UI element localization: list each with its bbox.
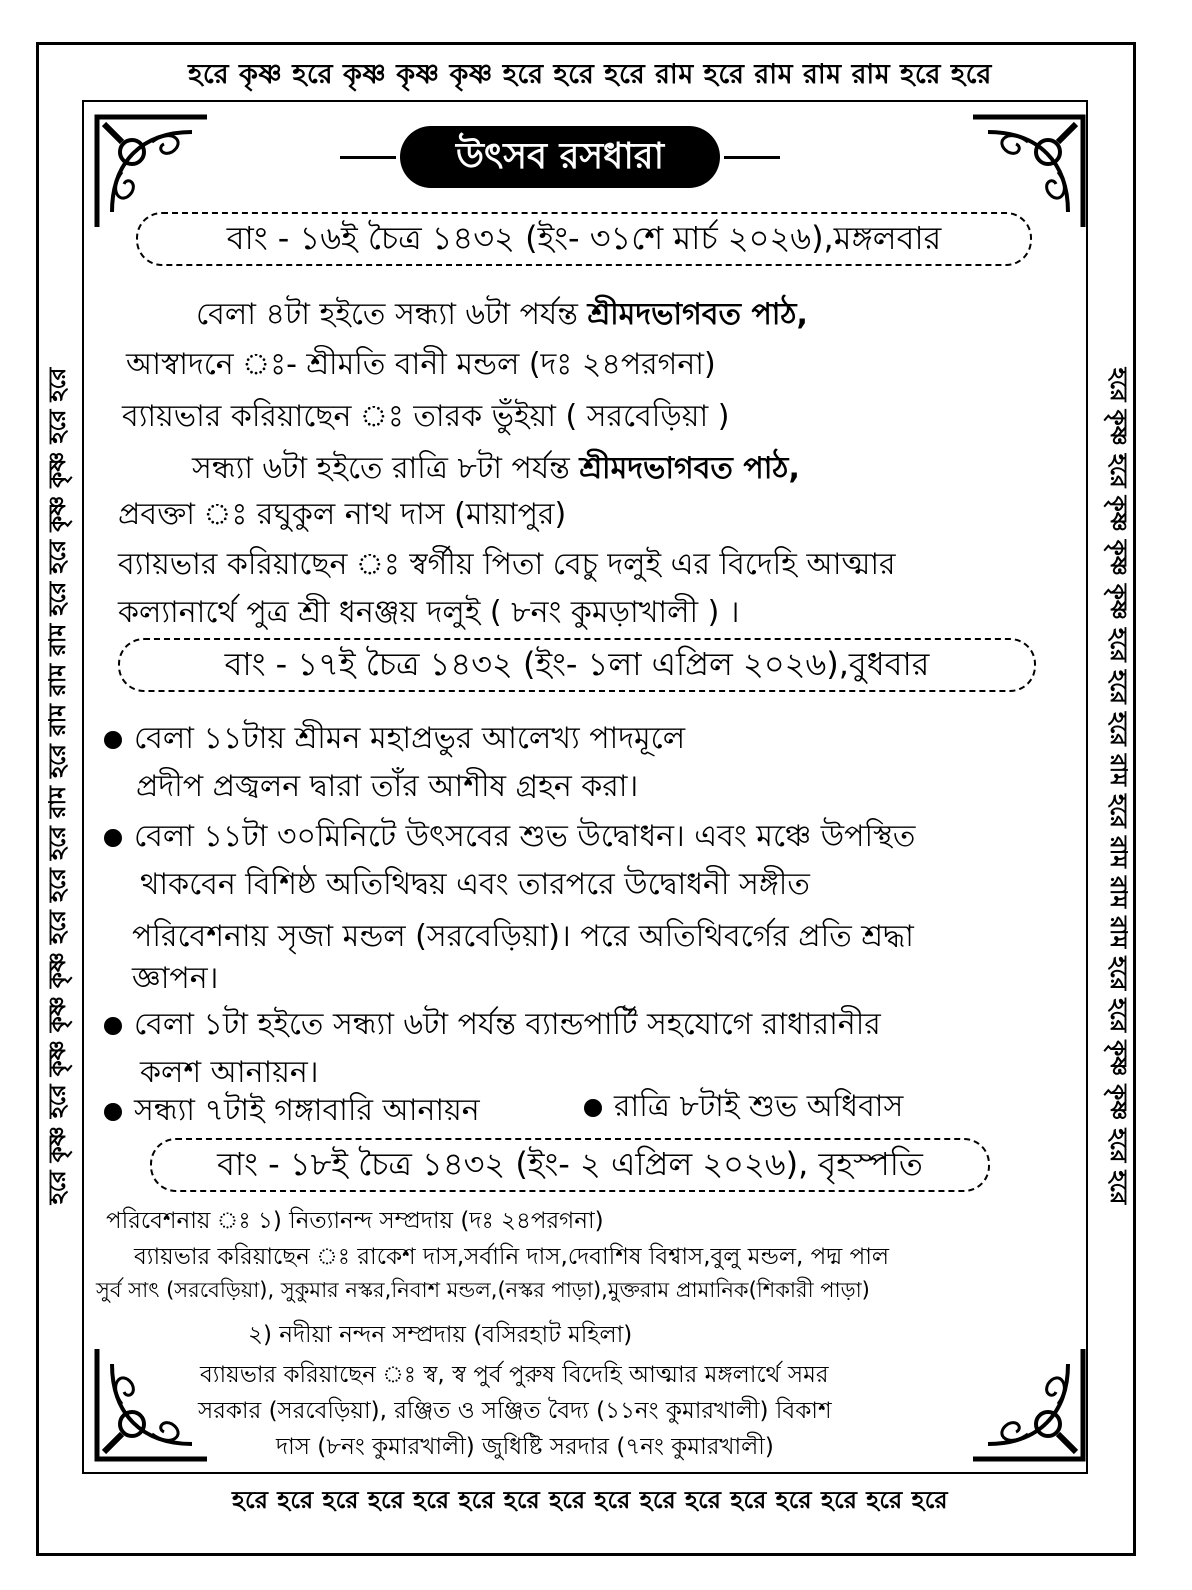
mantra-top: হরে কৃষ্ণ হরে কৃষ্ণ কৃষ্ণ কৃষ্ণ হরে হরে হরে রাম হরে রাম রাম রাম হরে হরে	[188, 59, 992, 90]
day2-bullet2	[104, 812, 915, 863]
bullet-icon	[104, 1103, 122, 1121]
day2-b1b: প্রদীপ প্রজ্বলন দ্বারা তাঁর আশীষ গ্রহন করা।	[136, 769, 639, 804]
day1-line1-text: বেলা ৪টা হইতে সন্ধ্যা ৬টা পর্যন্ত	[196, 297, 578, 332]
title-rule-right	[724, 156, 780, 159]
day1-line4-bold: শ্রীমদভাগবত পাঠ,	[579, 451, 800, 486]
day1-date: বাং - ১৬ই চৈত্র ১৪৩২ (ইং- ৩১শে মার্চ ২০২৬),মঙ্গলবার	[136, 212, 1032, 266]
day2-b2b: থাকবেন বিশিষ্ঠ অতিথিদ্বয় এবং তারপরে উদ্বোধনী সঙ্গীত	[140, 867, 810, 902]
day3-line2: ব্যায়ভার করিয়াছেন ঃ রাকেশ দাস,সর্বানি দাস,দেবাশিষ বিশ্বাস,বুলু মন্ডল, পদ্ম পাল	[134, 1244, 890, 1270]
day2-bullet5	[584, 1082, 903, 1133]
day2-bullet4	[104, 1086, 480, 1137]
day1-line1-bold: শ্রীমদভাগবত পাঠ,	[587, 297, 808, 332]
day1-line6: ব্যায়ভার করিয়াছেন ঃ স্বর্গীয় পিতা বেচু দলুই এর বিদেহি আত্মার	[118, 547, 896, 582]
title-banner	[340, 126, 780, 190]
day3-line6: সরকার (সরবেড়িয়া), রঞ্জিত ও সঞ্জিত বৈদ্য (১১নং কুমারখালী) বিকাশ	[198, 1398, 832, 1424]
day2-b3b: কলশ আনায়ন।	[140, 1055, 319, 1090]
day2-date: বাং - ১৭ই চৈত্র ১৪৩২ (ইং- ১লা এপ্রিল ২০২৬),বুধবার	[118, 638, 1036, 692]
day3-line1: পরিবেশনায় ঃ ১) নিত্যানন্দ সম্প্রদায় (দঃ ২৪পরগনা)	[106, 1208, 604, 1234]
day2-bullet3	[104, 1000, 881, 1051]
day1-line2: আস্বাদনে ঃ- শ্রীমতি বানী মন্ডল (দঃ ২৪পরগনা)	[126, 347, 716, 382]
day2-b5: রাত্রি ৮টাই শুভ অধিবাস	[614, 1089, 904, 1124]
page-title: উৎসব রসধারা	[400, 126, 720, 188]
bullet-icon	[584, 1099, 602, 1117]
day1-line7: কল্যানার্থে পুত্র শ্রী ধনঞ্জয় দলুই ( ৮নং কুমড়াখালী ) ।	[118, 595, 740, 630]
mantra-right: হরে কৃষ্ণ হরে কৃষ্ণ কৃষ্ণ কৃষ্ণ হরে হরে হরে রাম হরে রাম রাম রাম হরে হরে কৃষ্ণ কৃষ্ণ হরে হরে	[1105, 367, 1131, 1205]
day2-bullet1	[104, 714, 685, 765]
day3-line3: সুর্ব সাৎ (সরবেড়িয়া), সুকুমার নস্কর,নিবাশ মন্ডল,(নস্কর পাড়া),মুক্তরাম প্রামানিক(শিকারী পাড়া)	[96, 1278, 870, 1302]
day3-line4: ২) নদীয়া নন্দন সম্প্রদায় (বসিরহাট মহিলা)	[248, 1322, 633, 1348]
corner-ornament-icon	[92, 1344, 212, 1464]
day3-line5: ব্যায়ভার করিয়াছেন ঃ স্ব, স্ব পুর্ব পুরুষ বিদেহি আত্মার মঙ্গলার্থে সমর	[200, 1362, 829, 1388]
corner-ornament-icon	[968, 1344, 1088, 1464]
day2-b4: সন্ধ্যা ৭টাই গঙ্গাবারি আনায়ন	[134, 1093, 480, 1128]
mantra-left: হরে কৃষ্ণ হরে কৃষ্ণ কৃষ্ণ কৃষ্ণ হরে হরে হরে রাম হরে রাম রাম রাম হরে হরে কৃষ্ণ কৃষ্ণ হরে হরে	[45, 367, 71, 1205]
bullet-icon	[104, 731, 122, 749]
day1-line4	[192, 444, 800, 495]
day3-date: বাং - ১৮ই চৈত্র ১৪৩২ (ইং- ২ এপ্রিল ২০২৬), বৃহস্পতি	[150, 1138, 990, 1192]
day1-line1	[196, 290, 808, 341]
day2-b2a: বেলা ১১টা ৩০মিনিটে উৎসবের শুভ উদ্বোধন। এবং মঞ্চে উপস্থিত	[134, 819, 916, 854]
title-rule-left	[340, 156, 396, 159]
day1-line4-text: সন্ধ্যা ৬টা হইতে রাত্রি ৮টা পর্যন্ত	[192, 451, 570, 486]
bullet-icon	[104, 829, 122, 847]
day1-line3: ব্যায়ভার করিয়াছেন ঃ তারক ভুঁইয়া ( সরবেড়িয়া )	[122, 399, 730, 434]
day3-line7: দাস (৮নং কুমারখালী) জুধিষ্টি সরদার (৭নং কুমারখালী)	[276, 1434, 774, 1460]
bullet-icon	[104, 1017, 122, 1035]
mantra-bottom: হরে হরে হরে হরে হরে হরে হরে হরে হরে হরে হরে হরে হরে হরে হরে হরে	[231, 1486, 949, 1514]
day2-b2d: জ্ঞাপন।	[132, 961, 219, 996]
day2-b2c: পরিবেশনায় সৃজা মন্ডল (সরবেড়িয়া)। পরে অতিথিবর্গের প্রতি শ্রদ্ধা	[132, 919, 914, 954]
day1-line5: প্রবক্তা ঃ রঘুকুল নাথ দাস (মায়াপুর)	[118, 497, 567, 532]
day2-b1a: বেলা ১১টায় শ্রীমন মহাপ্রভুর আলেখ্য পাদমূলে	[134, 721, 686, 756]
day2-b3a: বেলা ১টা হইতে সন্ধ্যা ৬টা পর্যন্ত ব্যান্ডপার্টি সহযোগে রাধারানীর	[134, 1007, 881, 1042]
